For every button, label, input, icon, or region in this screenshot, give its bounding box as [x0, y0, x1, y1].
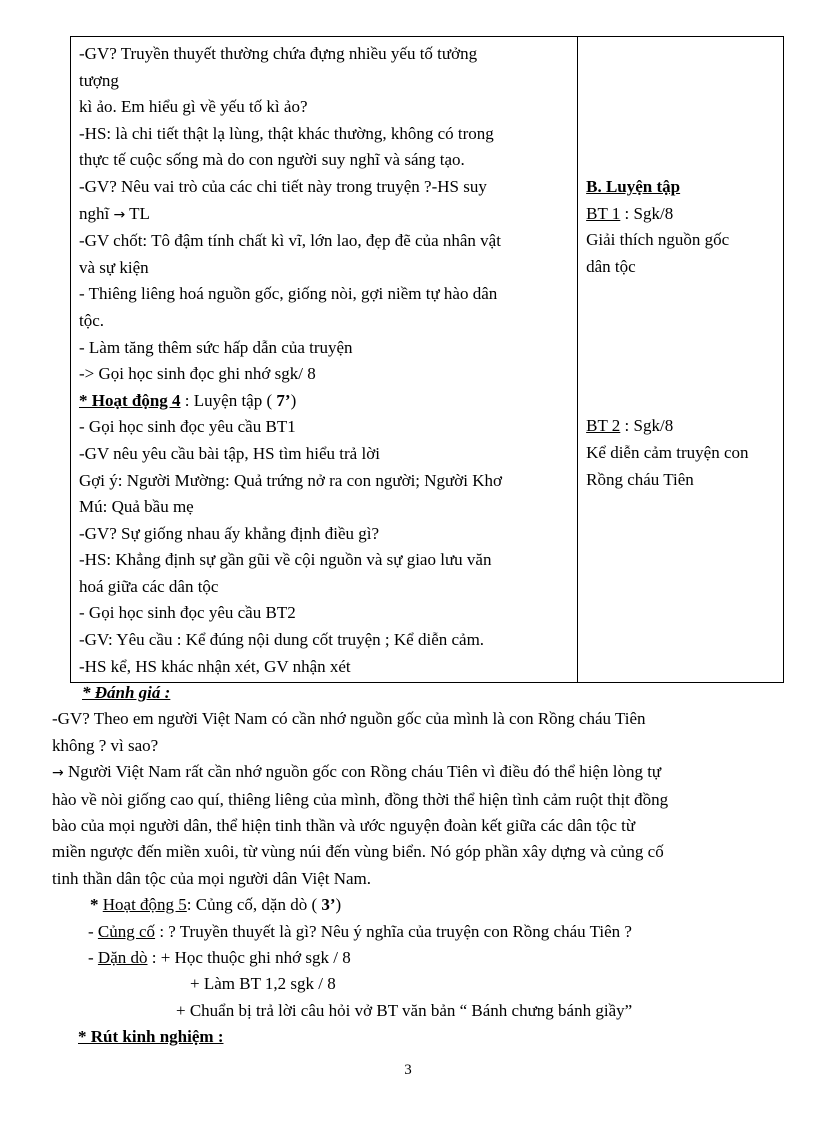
- post-table-section: [52, 680, 772, 1051]
- right-arrow-icon: →: [113, 206, 126, 223]
- text-line: kì ảo. Em hiểu gì về yếu tố kì ảo?: [79, 97, 308, 117]
- blank-line: [586, 334, 777, 361]
- activity-4-heading: [79, 388, 571, 415]
- content-column-cell: [578, 37, 784, 683]
- text-line: tượng: [79, 70, 119, 90]
- text-line: - Làm tăng thêm sức hấp dẫn của truyện: [79, 337, 353, 357]
- text-fragment: : ? Truyền thuyết là gì? Nêu ý nghĩa của truyện con Rồng cháu Tiên ?: [155, 921, 632, 941]
- text-fragment: Người Việt Nam rất cần nhớ nguồn gốc con Rồng cháu Tiên vì điều đó thể hiện lòng tự: [63, 762, 662, 782]
- text-line: Giải thích nguồn gốc: [586, 230, 730, 250]
- bt2-label: BT 2: [586, 416, 621, 436]
- text-line: -GV? Truyền thuyết thường chứa đựng nhiều yếu tố tưởng: [79, 44, 478, 63]
- bt2-heading: [586, 413, 777, 440]
- bt1-ref: : Sgk/8: [620, 203, 674, 223]
- text-fragment: : + Học thuộc ghi nhớ sgk / 8: [147, 948, 351, 968]
- text-line: -GV? Theo em người Việt Nam có cần nhớ nguồn gốc của mình là con Rồng cháu Tiên: [52, 709, 646, 729]
- blank-line: [586, 68, 777, 95]
- text-line: -HS kể, HS khác nhận xét, GV nhận xét: [79, 656, 351, 676]
- text-line: miền ngược đến miền xuôi, từ vùng núi đến vùng biển. Nó góp phần xây dựng và củng cố: [52, 842, 664, 862]
- right-arrow-icon: →: [52, 765, 64, 782]
- text-line: -HS: là chi tiết thật lạ lùng, thật khác thường, không có trong: [79, 123, 494, 143]
- teacher-student-activities-cell: [71, 37, 578, 683]
- text-line: Mú: Quả bầu mẹ: [79, 497, 194, 517]
- lesson-table: [70, 36, 784, 683]
- activity-5-heading: [52, 892, 772, 918]
- activity-4-label: * Hoạt động 4: [79, 390, 181, 410]
- text-line: + Làm BT 1,2 sgk / 8: [190, 974, 336, 994]
- text-line: - Gọi học sinh đọc yêu cầu BT1: [79, 417, 296, 437]
- text-line: tộc.: [79, 310, 105, 330]
- text-line: [52, 759, 772, 786]
- text-line: -GV: Yêu cầu : Kể đúng nội dung cốt truyện ; Kể diễn cảm.: [79, 630, 485, 650]
- lessons-learned-heading: * Rút kinh nghiệm :: [78, 1027, 224, 1047]
- text-line: dân tộc: [586, 256, 636, 276]
- text-line: Rồng cháu Tiên: [586, 469, 694, 489]
- blank-line: [586, 307, 777, 334]
- text-line: bào của mọi người dân, thể hiện tinh thần và ước nguyện đoàn kết giữa các dân tộc từ: [52, 816, 636, 836]
- text-line: - Gọi học sinh đọc yêu cầu BT2: [79, 603, 296, 623]
- text-fragment: TL: [129, 203, 150, 223]
- text-line: -GV? Nêu vai trò của các chi tiết này trong truyện ?-HS suy: [79, 176, 487, 196]
- blank-line: [586, 360, 777, 387]
- blank-line: [586, 41, 777, 68]
- blank-line: [586, 121, 777, 148]
- text-line: -> Gọi học sinh đọc ghi nhớ sgk/ 8: [79, 364, 316, 384]
- bt1-heading: [586, 201, 777, 228]
- text-line: Kể diễn cảm truyện con: [586, 442, 749, 462]
- text-fragment: ): [335, 895, 342, 915]
- text-line: không ? vì sao?: [52, 735, 159, 755]
- text-fragment: -: [88, 921, 98, 941]
- text-line: - Thiêng liêng hoá nguồn gốc, giống nòi, gợi niềm tự hào dân: [79, 284, 498, 304]
- text-line: -GV? Sự giống nhau ấy khẳng định điều gì?: [79, 523, 380, 543]
- activity-5-time: 3’: [321, 895, 336, 915]
- blank-line: [586, 147, 777, 174]
- text-line: tinh thần dân tộc của mọi người dân Việt Nam.: [52, 868, 372, 888]
- activity-4-time: 7’: [276, 390, 291, 410]
- evaluation-heading: * Đánh giá :: [82, 683, 171, 702]
- text-fragment: ): [290, 390, 297, 410]
- homework-label: Dặn dò: [97, 948, 148, 968]
- activity-5-label: Hoạt động 5: [102, 895, 187, 915]
- text-line: -HS: Khẳng định sự gần gũi về cội nguồn và sự giao lưu văn: [79, 550, 492, 570]
- text-line: [79, 201, 571, 229]
- blank-line: [586, 387, 777, 414]
- text-line: thực tế cuộc sống mà do con người suy nghĩ và sáng tạo.: [79, 150, 465, 170]
- blank-line: [586, 280, 777, 307]
- consolidation-line: [52, 919, 772, 945]
- text-line: hào về nòi giống cao quí, thiêng liêng của mình, đồng thời thể hiện tình cảm ruột thịt đồng: [52, 789, 669, 809]
- bt1-label: BT 1: [586, 203, 621, 223]
- bt2-ref: : Sgk/8: [620, 416, 674, 436]
- text-fragment: : Luyện tập (: [180, 390, 277, 410]
- text-line: -GV nêu yêu cầu bài tập, HS tìm hiểu trả lời: [79, 443, 380, 463]
- consolidation-label: Củng cố: [97, 921, 156, 941]
- section-heading: [586, 174, 777, 201]
- blank-line: [586, 94, 777, 121]
- text-line: và sự kiện: [79, 257, 149, 277]
- page-number: 3: [404, 1062, 412, 1078]
- text-line: hoá giữa các dân tộc: [79, 576, 219, 596]
- text-fragment: *: [90, 895, 103, 915]
- section-heading-text: B. Luyện tập: [586, 176, 681, 196]
- text-fragment: nghĩ: [79, 203, 110, 223]
- text-line: -GV chốt: Tô đậm tính chất kì vĩ, lớn lao, đẹp đẽ của nhân vật: [79, 231, 501, 251]
- text-line: + Chuẩn bị trả lời câu hỏi vở BT văn bản “ Bánh chưng bánh giầy”: [176, 1000, 633, 1020]
- homework-line: [52, 945, 772, 971]
- text-fragment: -: [88, 948, 98, 968]
- text-fragment: : Củng cố, dặn dò (: [186, 895, 322, 915]
- text-line: Gợi ý: Người Mường: Quả trứng nở ra con người; Người Khơ: [79, 470, 502, 490]
